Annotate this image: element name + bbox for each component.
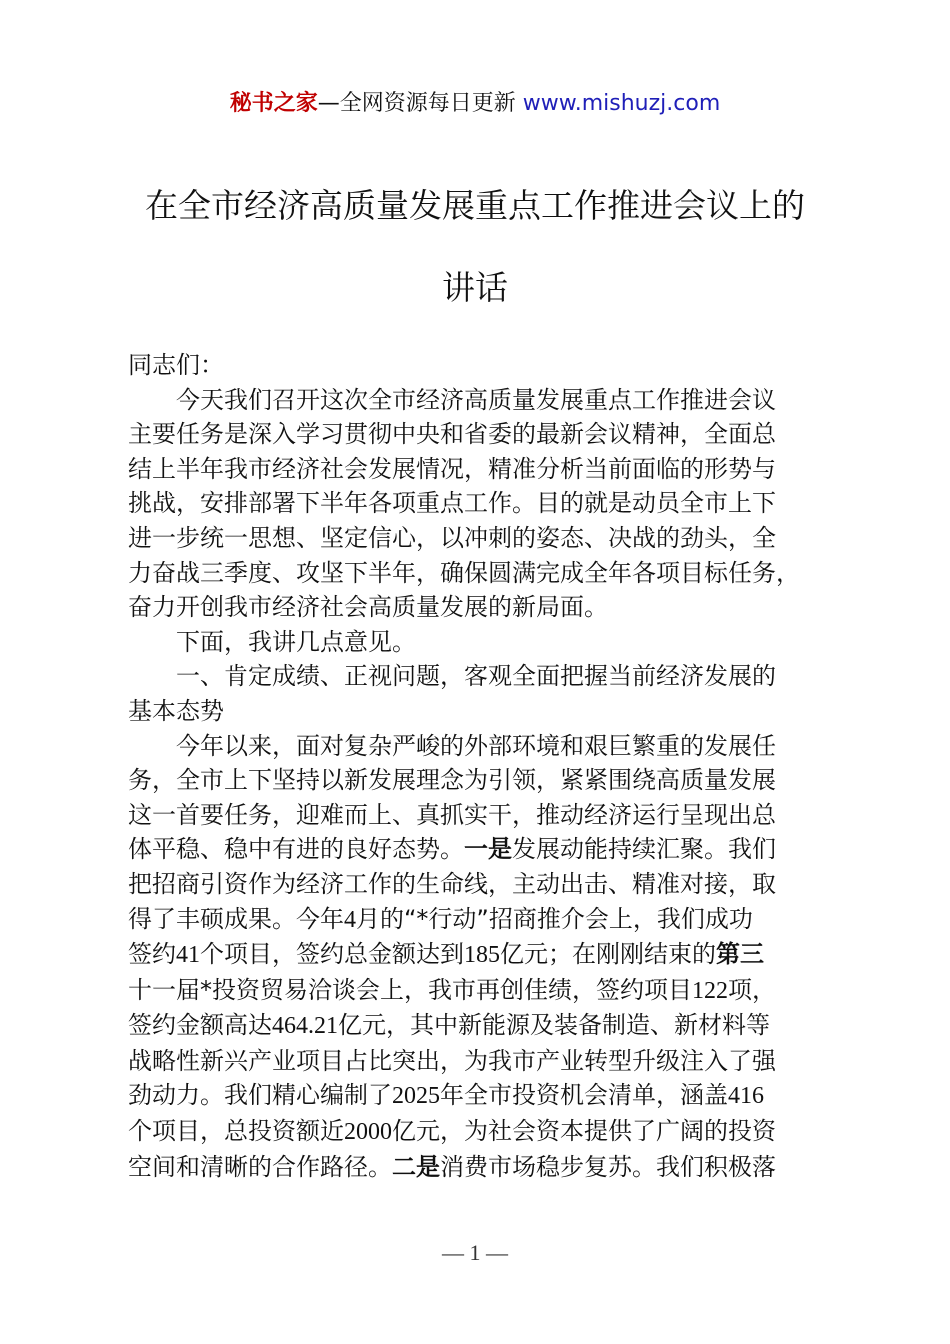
number: 464.21	[272, 1013, 338, 1040]
paragraph-line: 挑战，安排部署下半年各项重点工作。目的就是动员全市上下	[128, 489, 776, 518]
text-run: 发展动能持续汇聚。我们	[512, 835, 776, 864]
header-slogan: 全网资源每日更新	[339, 91, 516, 116]
salutation: 同志们：	[128, 351, 224, 379]
number: 185	[464, 942, 500, 969]
text-run: 项，	[728, 975, 776, 1004]
number: 122	[692, 977, 728, 1004]
page-number: — 1 —	[442, 1240, 508, 1265]
section-heading: 基本态势	[128, 696, 224, 725]
paragraph-line	[128, 1078, 828, 1114]
paragraph-line	[128, 832, 828, 867]
paragraph-line	[128, 902, 828, 938]
paragraph-line: 进一步统一思想、坚定信心，以冲刺的姿态、决战的劲头，全	[128, 523, 776, 552]
text-run: 亿元，为社会资本提供了广阔的投资	[392, 1117, 776, 1146]
number: 41	[176, 942, 200, 969]
paragraph-line: 主要任务是深入学习贯彻中央和省委的最新会议精神，全面总	[128, 420, 776, 449]
text-run: 消费市场稳步复苏。我们积极落	[440, 1152, 776, 1181]
paragraph-line	[128, 1114, 828, 1150]
header-dash: —	[317, 91, 340, 116]
paragraph-line	[128, 1008, 828, 1044]
text-run: 月的“*行动”招商推介会上，我们成功	[356, 904, 753, 933]
paragraph-line: 把招商引资作为经济工作的生命线，主动出击、精准对接，取	[128, 869, 776, 898]
number: 416	[728, 1083, 764, 1110]
title-line-2: 讲话	[442, 268, 508, 307]
paragraph-line: 今年以来，面对复杂严峻的外部环境和艰巨繁重的发展任	[176, 731, 776, 760]
number: 2025	[392, 1083, 440, 1110]
site-header	[0, 88, 950, 120]
document-title	[0, 183, 950, 311]
text-run: 十一届*投资贸易洽谈会上，我市再创佳绩，签约项目	[128, 975, 692, 1004]
paragraph-line: 这一首要任务，迎难而上、真抓实干，推动经济运行呈现出总	[128, 800, 776, 829]
text-run: 签约	[128, 940, 176, 969]
text-run: 体平稳、稳中有进的良好态势。	[128, 835, 464, 864]
text-run: 年全市投资机会清单，涵盖	[440, 1081, 728, 1110]
paragraph-line: 务，全市上下坚持以新发展理念为引领，紧紧围绕高质量发展	[128, 766, 776, 795]
text-run: 空间和清晰的合作路径。	[128, 1152, 392, 1181]
paragraph-line: 结上半年我市经济社会发展情况，精准分析当前面临的形势与	[128, 454, 776, 483]
text-run: 个项目，签约总金额达到	[200, 940, 464, 969]
text-run: 个项目，总投资额近	[128, 1117, 344, 1146]
text-run: 亿元，其中新能源及装备制造、新材料等	[338, 1011, 770, 1040]
text-run: 劲动力。我们精心编制了	[128, 1081, 392, 1110]
text-run: 亿元；在刚刚结束的	[500, 940, 716, 969]
number: 4	[344, 906, 356, 933]
bold-marker: 二是	[392, 1152, 440, 1181]
text-run: 得了丰硕成果。今年	[128, 904, 344, 933]
paragraph-line: 战略性新兴产业项目占比突出，为我市产业转型升级注入了强	[128, 1046, 776, 1075]
site-url-link[interactable]: www.mishuzj.com	[522, 91, 721, 116]
title-line-1: 在全市经济高质量发展重点工作推进会议上的	[145, 186, 805, 225]
text-run: 签约金额高达	[128, 1011, 272, 1040]
bold-text: 第三	[716, 940, 764, 969]
brand-name: 秘书之家	[229, 91, 318, 116]
paragraph-line	[128, 1150, 828, 1185]
paragraph-line: 今天我们召开这次全市经济高质量发展重点工作推进会议	[176, 385, 776, 414]
bold-marker: 一是	[464, 835, 512, 864]
paragraph-line	[128, 973, 828, 1009]
paragraph-line: 奋力开创我市经济社会高质量发展的新局面。	[128, 593, 608, 622]
number: 2000	[344, 1119, 392, 1146]
paragraph-line	[128, 937, 828, 973]
paragraph-line: 力奋战三季度、攻坚下半年，确保圆满完成全年各项目标任务，	[128, 558, 800, 587]
section-heading: 一、肯定成绩、正视问题，客观全面把握当前经济发展的	[176, 662, 776, 691]
document-body	[128, 348, 828, 1184]
paragraph-line: 下面，我讲几点意见。	[176, 627, 416, 656]
